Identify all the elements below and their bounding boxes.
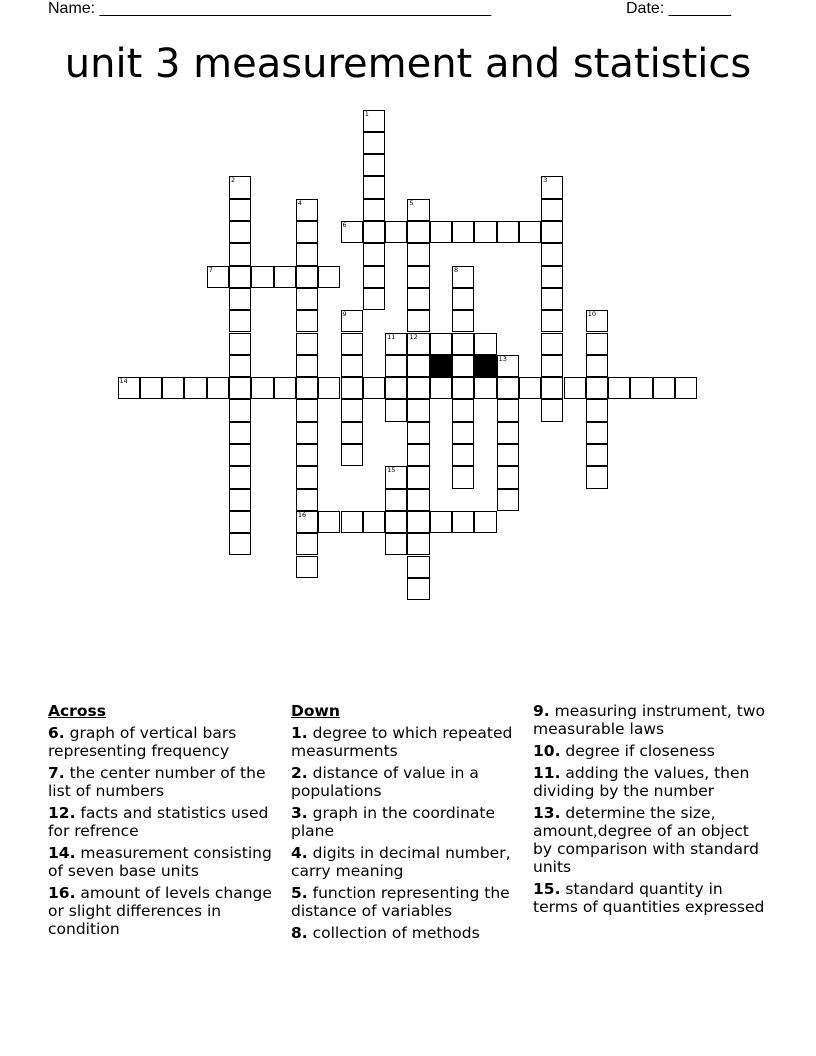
clue-number: 8 xyxy=(454,265,459,274)
grid-cell[interactable] xyxy=(162,377,184,399)
grid-cell[interactable] xyxy=(541,399,563,421)
down-clues-column xyxy=(291,702,527,946)
grid-cell[interactable] xyxy=(407,221,429,243)
clue-number: 9 xyxy=(342,310,347,319)
grid-cell[interactable] xyxy=(407,333,429,355)
clue-item-number: 13. xyxy=(533,804,561,822)
grid-cell[interactable] xyxy=(296,243,318,265)
clue-item-number: 14. xyxy=(48,844,76,862)
grid-cell[interactable] xyxy=(586,333,608,355)
grid-cell[interactable] xyxy=(430,221,452,243)
grid-cell[interactable] xyxy=(608,377,630,399)
grid-cell[interactable] xyxy=(497,399,519,421)
clue-item xyxy=(48,804,284,840)
grid-cell[interactable] xyxy=(407,533,429,555)
clue-item-number: 16. xyxy=(48,884,76,902)
grid-cell[interactable] xyxy=(497,489,519,511)
grid-cell[interactable] xyxy=(586,355,608,377)
grid-cell[interactable] xyxy=(229,243,251,265)
clue-item xyxy=(291,884,527,920)
grid-cell[interactable] xyxy=(318,377,340,399)
clue-item-number: 5. xyxy=(291,884,308,902)
grid-cell[interactable] xyxy=(586,310,608,332)
grid-cell[interactable] xyxy=(296,355,318,377)
grid-cell[interactable] xyxy=(341,422,363,444)
grid-cell[interactable] xyxy=(341,511,363,533)
grid-cell[interactable] xyxy=(452,221,474,243)
grid-cell[interactable] xyxy=(452,266,474,288)
grid-cell[interactable] xyxy=(274,266,296,288)
grid-cell[interactable] xyxy=(586,399,608,421)
grid-cell[interactable] xyxy=(407,243,429,265)
grid-cell[interactable] xyxy=(407,489,429,511)
grid-cell[interactable] xyxy=(541,199,563,221)
grid-cell[interactable] xyxy=(474,511,496,533)
grid-cell[interactable] xyxy=(385,333,407,355)
grid-cell[interactable] xyxy=(430,511,452,533)
grid-cell[interactable] xyxy=(586,444,608,466)
grid-cell[interactable] xyxy=(407,288,429,310)
grid-cell[interactable] xyxy=(229,399,251,421)
grid-cell[interactable] xyxy=(385,399,407,421)
clue-item xyxy=(48,884,284,938)
clue-item-text: amount of levels change or slight differences in condition xyxy=(48,884,272,938)
grid-cell[interactable] xyxy=(541,377,563,399)
grid-cell[interactable] xyxy=(341,221,363,243)
grid-cell[interactable] xyxy=(296,533,318,555)
grid-cell[interactable] xyxy=(274,377,296,399)
clue-item-number: 8. xyxy=(291,924,308,942)
clue-item xyxy=(533,702,769,738)
grid-cell[interactable] xyxy=(452,288,474,310)
clue-item-number: 15. xyxy=(533,880,561,898)
grid-cell[interactable] xyxy=(541,288,563,310)
grid-cell[interactable] xyxy=(407,578,429,600)
clue-number: 12 xyxy=(409,332,418,341)
grid-cell[interactable] xyxy=(363,132,385,154)
clue-item-text: collection of methods xyxy=(307,924,480,942)
grid-cell[interactable] xyxy=(497,444,519,466)
grid-cell[interactable] xyxy=(497,355,519,377)
clue-item xyxy=(48,844,284,880)
grid-cell[interactable] xyxy=(497,466,519,488)
clue-item-text: measurement consisting of seven base units xyxy=(48,844,272,880)
clue-number: 1 xyxy=(364,109,369,118)
clue-number: 11 xyxy=(387,332,396,341)
grid-cell[interactable] xyxy=(474,221,496,243)
grid-cell[interactable] xyxy=(318,511,340,533)
grid-cell[interactable] xyxy=(341,333,363,355)
grid-cell[interactable] xyxy=(296,399,318,421)
clue-item-text: standard quantity in terms of quantities expressed xyxy=(533,880,765,916)
grid-cell[interactable] xyxy=(207,377,229,399)
grid-cell[interactable] xyxy=(407,511,429,533)
grid-cell[interactable] xyxy=(229,310,251,332)
grid-cell[interactable] xyxy=(385,511,407,533)
grid-cell[interactable] xyxy=(318,266,340,288)
grid-cell[interactable] xyxy=(296,556,318,578)
grid-cell[interactable] xyxy=(229,377,251,399)
clue-item-number: 6. xyxy=(48,724,65,742)
clue-item-text: graph of vertical bars representing frequency xyxy=(48,724,237,760)
grid-cell[interactable] xyxy=(363,266,385,288)
grid-cell[interactable] xyxy=(385,466,407,488)
clue-item-number: 4. xyxy=(291,844,308,862)
grid-cell[interactable] xyxy=(497,221,519,243)
grid-cell[interactable] xyxy=(497,422,519,444)
clue-number: 13 xyxy=(498,354,507,363)
grid-cell[interactable] xyxy=(229,355,251,377)
grid-cell[interactable] xyxy=(229,422,251,444)
grid-cell[interactable] xyxy=(541,310,563,332)
grid-cell[interactable] xyxy=(229,221,251,243)
clue-item-number: 1. xyxy=(291,724,308,742)
grid-cell[interactable] xyxy=(407,466,429,488)
clue-item xyxy=(48,764,284,800)
grid-cell[interactable] xyxy=(630,377,652,399)
grid-cell[interactable] xyxy=(296,466,318,488)
clue-item-text: distance of value in a populations xyxy=(291,764,479,800)
clue-number: 2 xyxy=(231,176,236,185)
grid-cell[interactable] xyxy=(296,266,318,288)
grid-cell[interactable] xyxy=(229,444,251,466)
clue-item-text: adding the values, then dividing by the number xyxy=(533,764,750,800)
grid-cell[interactable] xyxy=(140,377,162,399)
grid-cell[interactable] xyxy=(452,422,474,444)
clue-item-text: graph in the coordinate plane xyxy=(291,804,496,840)
grid-cell[interactable] xyxy=(407,199,429,221)
grid-cell[interactable] xyxy=(251,266,273,288)
blocked-cell xyxy=(474,355,496,377)
grid-cell[interactable] xyxy=(430,333,452,355)
grid-cell[interactable] xyxy=(385,489,407,511)
grid-cell[interactable] xyxy=(229,511,251,533)
grid-cell[interactable] xyxy=(407,444,429,466)
clue-number: 4 xyxy=(297,198,303,207)
grid-cell[interactable] xyxy=(363,176,385,198)
grid-cell[interactable] xyxy=(341,444,363,466)
grid-cell[interactable] xyxy=(229,288,251,310)
clue-item-number: 9. xyxy=(533,702,550,720)
grid-cell[interactable] xyxy=(541,243,563,265)
grid-cell[interactable] xyxy=(385,377,407,399)
clue-item-text: measuring instrument, two measurable laws xyxy=(533,702,766,738)
grid-cell[interactable] xyxy=(363,110,385,132)
grid-cell[interactable] xyxy=(675,377,697,399)
grid-cell[interactable] xyxy=(363,199,385,221)
down-heading: Down xyxy=(291,702,340,720)
grid-cell[interactable] xyxy=(296,511,318,533)
grid-cell[interactable] xyxy=(207,266,229,288)
page-title: unit 3 measurement and statistics xyxy=(64,41,752,87)
grid-cell[interactable] xyxy=(296,199,318,221)
grid-cell[interactable] xyxy=(541,355,563,377)
grid-cell[interactable] xyxy=(407,355,429,377)
clue-item xyxy=(533,764,769,800)
grid-cell[interactable] xyxy=(296,310,318,332)
clue-number: 16 xyxy=(297,510,307,519)
grid-cell[interactable] xyxy=(341,377,363,399)
grid-cell[interactable] xyxy=(363,511,385,533)
grid-cell[interactable] xyxy=(452,333,474,355)
down-clues-column-continued xyxy=(533,702,769,920)
grid-cell[interactable] xyxy=(586,466,608,488)
grid-cell[interactable] xyxy=(474,377,496,399)
clue-item-number: 10. xyxy=(533,742,561,760)
clue-item-text: degree if closeness xyxy=(560,742,715,760)
grid-cell[interactable] xyxy=(385,221,407,243)
grid-cell[interactable] xyxy=(296,489,318,511)
grid-cell[interactable] xyxy=(184,377,206,399)
clue-item xyxy=(291,724,527,760)
clue-number: 3 xyxy=(543,176,548,185)
grid-cell[interactable] xyxy=(296,377,318,399)
grid-cell[interactable] xyxy=(341,399,363,421)
blocked-cell xyxy=(430,355,452,377)
clue-number: 5 xyxy=(409,198,414,207)
clue-item xyxy=(48,724,284,760)
grid-cell[interactable] xyxy=(229,466,251,488)
grid-cell[interactable] xyxy=(341,355,363,377)
grid-cell[interactable] xyxy=(296,444,318,466)
grid-cell[interactable] xyxy=(497,377,519,399)
down-clue-list xyxy=(291,724,527,942)
grid-cell[interactable] xyxy=(430,377,452,399)
clue-item-text: facts and statistics used for refrence xyxy=(48,804,269,840)
grid-cell[interactable] xyxy=(229,266,251,288)
grid-cell[interactable] xyxy=(474,333,496,355)
grid-cell[interactable] xyxy=(118,377,140,399)
clue-number: 15 xyxy=(387,466,396,475)
clue-item xyxy=(291,804,527,840)
grid-cell[interactable] xyxy=(452,310,474,332)
clue-item-number: 2. xyxy=(291,764,308,782)
grid-cell[interactable] xyxy=(407,310,429,332)
grid-cell[interactable] xyxy=(407,399,429,421)
grid-cell[interactable] xyxy=(229,533,251,555)
grid-cell[interactable] xyxy=(385,533,407,555)
clue-item xyxy=(533,804,769,876)
grid-cell[interactable] xyxy=(519,221,541,243)
clue-item-number: 7. xyxy=(48,764,65,782)
grid-cell[interactable] xyxy=(586,422,608,444)
grid-cell[interactable] xyxy=(296,422,318,444)
clue-item-number: 3. xyxy=(291,804,308,822)
grid-cell[interactable] xyxy=(452,377,474,399)
clue-item-text: the center number of the list of numbers xyxy=(48,764,266,800)
grid-cell[interactable] xyxy=(229,489,251,511)
clue-item xyxy=(533,742,769,760)
down-clue-list-continued xyxy=(533,702,769,916)
grid-cell[interactable] xyxy=(564,377,586,399)
clue-number: 7 xyxy=(208,265,213,274)
clue-item-number: 12. xyxy=(48,804,76,822)
clue-number: 10 xyxy=(587,310,597,319)
grid-cell[interactable] xyxy=(251,377,273,399)
clue-item-text: digits in decimal number, carry meaning xyxy=(291,844,511,880)
grid-cell[interactable] xyxy=(541,333,563,355)
grid-cell[interactable] xyxy=(541,266,563,288)
grid-cell[interactable] xyxy=(363,288,385,310)
grid-cell[interactable] xyxy=(407,556,429,578)
clue-number: 6 xyxy=(342,221,347,229)
clue-item-text: determine the size, amount,degree of an object by comparison with standard units xyxy=(533,804,759,876)
grid-cell[interactable] xyxy=(541,176,563,198)
grid-cell[interactable] xyxy=(296,333,318,355)
grid-cell[interactable] xyxy=(296,221,318,243)
clue-item-text: degree to which repeated measurments xyxy=(291,724,513,760)
grid-cell[interactable] xyxy=(452,399,474,421)
grid-cell[interactable] xyxy=(229,176,251,198)
name-field-label: Name: ____________________________________________ xyxy=(48,0,492,17)
date-field-label: Date: _______ xyxy=(626,0,731,17)
grid-cell[interactable] xyxy=(452,444,474,466)
grid-cell[interactable] xyxy=(586,377,608,399)
grid-cell[interactable] xyxy=(541,221,563,243)
across-clues-column xyxy=(48,702,284,942)
grid-cell[interactable] xyxy=(452,355,474,377)
grid-cell[interactable] xyxy=(452,466,474,488)
clue-item xyxy=(533,880,769,916)
grid-cell[interactable] xyxy=(407,422,429,444)
clue-number: 14 xyxy=(119,377,128,386)
clue-item-text: function representing the distance of variables xyxy=(291,884,510,920)
grid-cell[interactable] xyxy=(385,355,407,377)
grid-cell[interactable] xyxy=(407,377,429,399)
grid-cell[interactable] xyxy=(363,377,385,399)
clue-item xyxy=(291,924,527,942)
grid-cell[interactable] xyxy=(519,377,541,399)
grid-cell[interactable] xyxy=(296,288,318,310)
grid-cell[interactable] xyxy=(363,243,385,265)
grid-cell[interactable] xyxy=(229,333,251,355)
grid-cell[interactable] xyxy=(407,266,429,288)
grid-cell[interactable] xyxy=(363,221,385,243)
grid-cell[interactable] xyxy=(341,310,363,332)
grid-cell[interactable] xyxy=(653,377,675,399)
clue-item xyxy=(291,844,527,880)
grid-cell[interactable] xyxy=(452,511,474,533)
across-heading: Across xyxy=(48,702,106,720)
grid-cell[interactable] xyxy=(363,154,385,176)
grid-cell[interactable] xyxy=(229,199,251,221)
clue-item-number: 11. xyxy=(533,764,561,782)
across-clue-list xyxy=(48,724,284,938)
clue-item xyxy=(291,764,527,800)
